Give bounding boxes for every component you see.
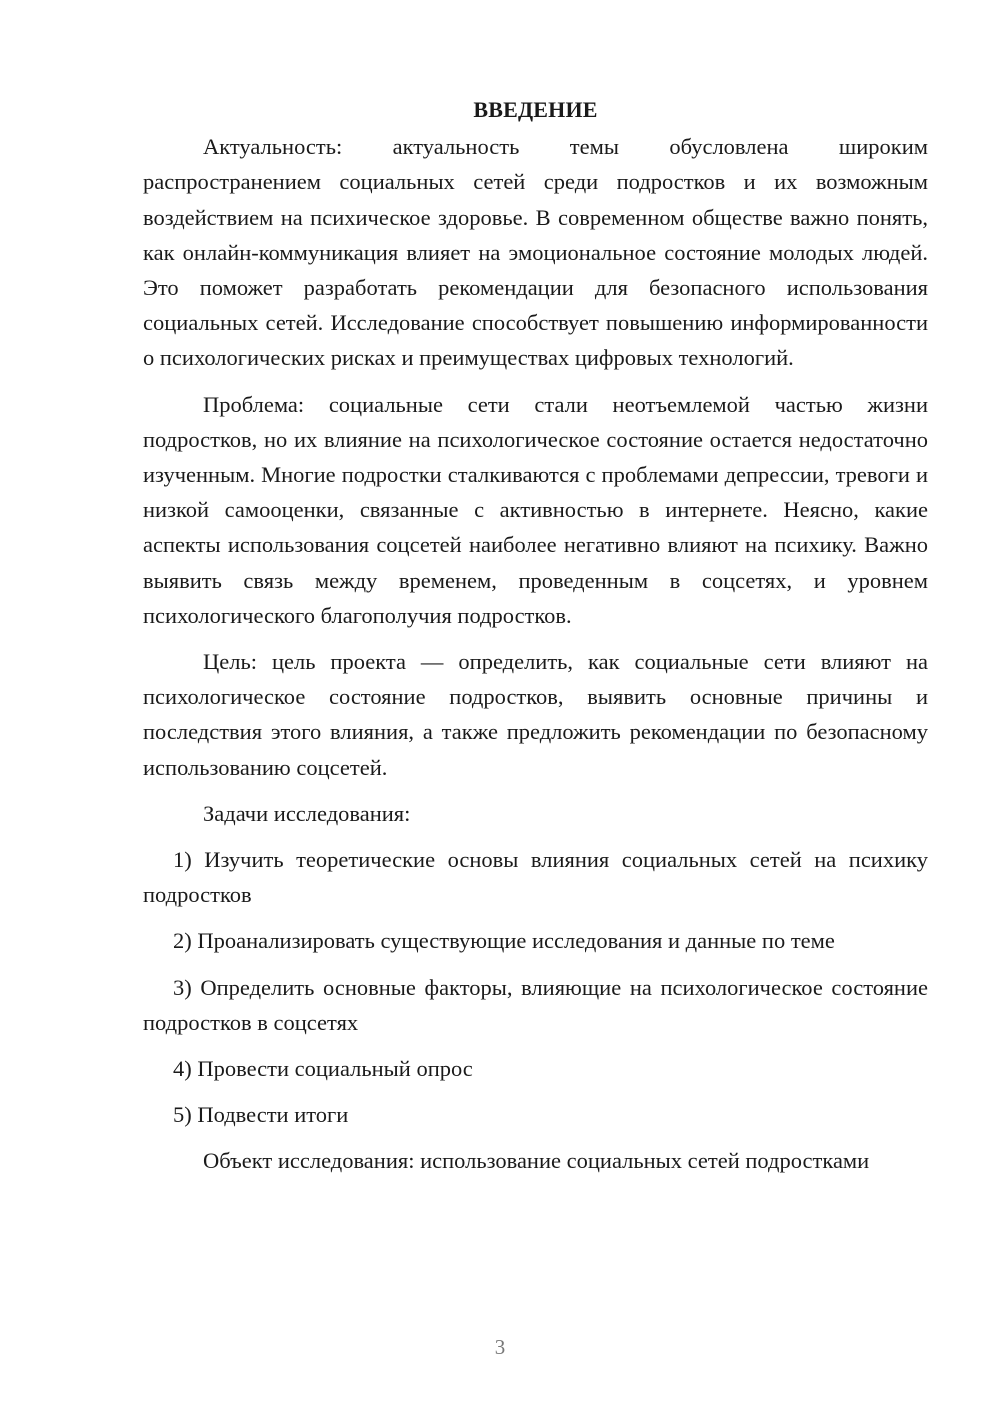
page-number: 3 — [494, 1335, 506, 1359]
section-title: ВВЕДЕНИЕ — [473, 97, 598, 122]
paragraph-goal: Цель: цель проекта — определить, как социальные сети влияют на психологическое состояние подростков, выявить основные причины и последствия этого влияния, а также предложить рекомендации по безопасному использованию соцсетей. — [143, 649, 928, 780]
task-item: 5) Подвести итоги — [173, 1102, 349, 1128]
tasks-heading: Задачи исследования: — [203, 800, 411, 826]
task-item: 4) Провести социальный опрос — [173, 1056, 473, 1082]
document-page — [143, 92, 928, 1179]
task-item: 2) Проанализировать существующие исследования и данные по теме — [173, 928, 835, 954]
paragraph-object: Объект исследования: использование социальных сетей подростками — [203, 1148, 870, 1174]
tasks-list — [143, 842, 928, 1132]
task-item: 1) Изучить теоретические основы влияния социальных сетей на психику подростков — [143, 847, 928, 908]
paragraph-problem: Проблема: социальные сети стали неотъемлемой частью жизни подростков, но их влияние на психологическое состояние остается недостаточно изученным. Многие подростки сталкиваются с проблемами депрессии, тревоги и низкой самооценки, связанные с активностью в интернете. Неясно, какие аспекты использования соцсетей наиболее негативно влияют на психику. Важно выявить связь между временем, проведенным в соцсетях, и уровнем психологического благополучия подростков. — [143, 391, 928, 628]
paragraph-relevance: Актуальность: актуальность темы обусловлена широким распространением социальных сетей среди подростков и их возможным воздействием на психическое здоровье. В современном обществе важно понять, как онлайн-коммуникация влияет на эмоциональное состояние молодых людей. Это поможет разработать рекомендации для безопасного использования социальных сетей. Исследование способствует повышению информированности о психологических рисках и преимуществах цифровых технологий. — [143, 134, 928, 371]
task-item: 3) Определить основные факторы, влияющие на психологическое состояние подростков в соцсетях — [143, 974, 928, 1035]
